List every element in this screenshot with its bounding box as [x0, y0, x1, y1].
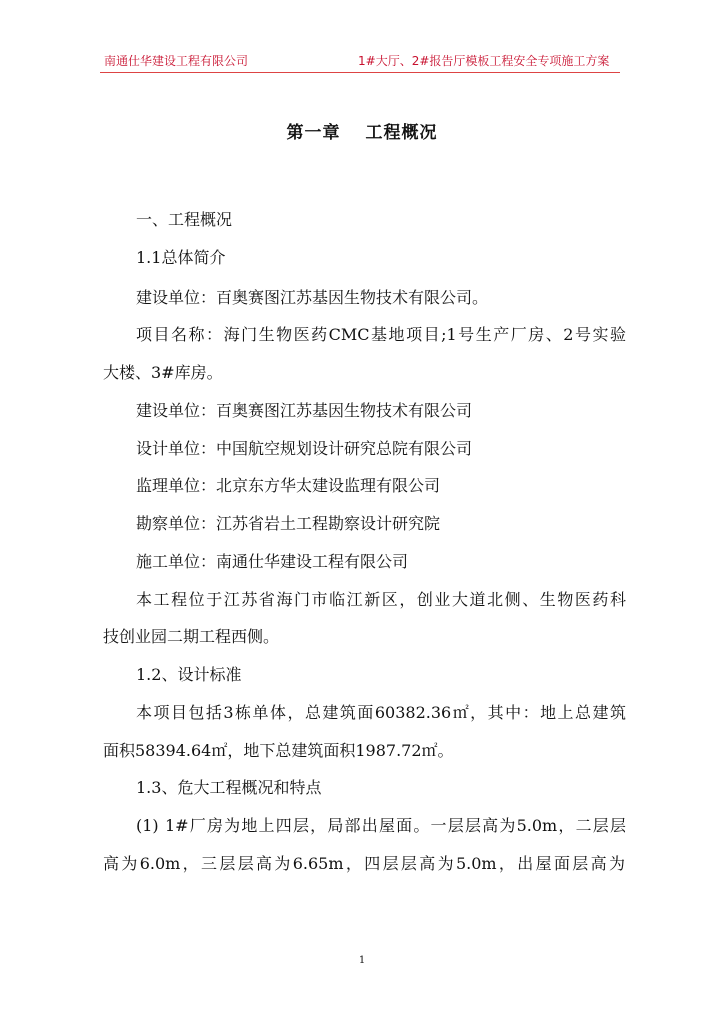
header-company: 南通仕华建设工程有限公司 [104, 54, 249, 68]
paragraph-line: (1) 1#厂房为地上四层，局部出屋面。一层层高为5.0m，二层层 [136, 816, 626, 835]
subsection-heading: 1.2、设计标准 [136, 665, 242, 684]
paragraph-line: 高为6.0m，三层层高为6.65m，四层层高为5.0m，出屋面层高为 [103, 854, 625, 873]
header-divider [100, 72, 620, 73]
header-document-title: 1#大厅、2#报告厅模板工程安全专项施工方案 [358, 54, 610, 68]
paragraph-line: 本项目包括3栋单体，总建筑面60382.36㎡，其中：地上总建筑 [136, 703, 626, 722]
paragraph-line: 设计单位：中国航空规划设计研究总院有限公司 [136, 439, 473, 458]
paragraph-line: 施工单位：南通仕华建设工程有限公司 [136, 552, 409, 571]
page-number: 1 [358, 955, 366, 966]
subsection-heading: 1.3、危大工程概况和特点 [136, 778, 322, 797]
paragraph-line: 监理单位：北京东方华太建设监理有限公司 [136, 476, 441, 495]
paragraph-line: 项目名称：海门生物医药CMC基地项目;1号生产厂房、2号实验 [136, 325, 626, 344]
subsection-heading: 1.1总体简介 [136, 248, 226, 267]
paragraph-line: 建设单位：百奥赛图江苏基因生物技术有限公司。 [136, 288, 489, 307]
paragraph-line: 大楼、3#库房。 [103, 363, 223, 382]
chapter-title: 第一章 工程概况 [286, 123, 438, 143]
paragraph-line: 面积58394.64㎡，地下总建筑面积1987.72㎡。 [103, 741, 454, 760]
paragraph-line: 技创业园二期工程西侧。 [103, 627, 280, 646]
paragraph-line: 勘察单位：江苏省岩土工程勘察设计研究院 [136, 514, 441, 533]
paragraph-line: 建设单位：百奥赛图江苏基因生物技术有限公司 [136, 401, 473, 420]
paragraph-line: 本工程位于江苏省海门市临江新区，创业大道北侧、生物医药科 [136, 590, 626, 609]
section-heading: 一、工程概况 [136, 210, 233, 229]
